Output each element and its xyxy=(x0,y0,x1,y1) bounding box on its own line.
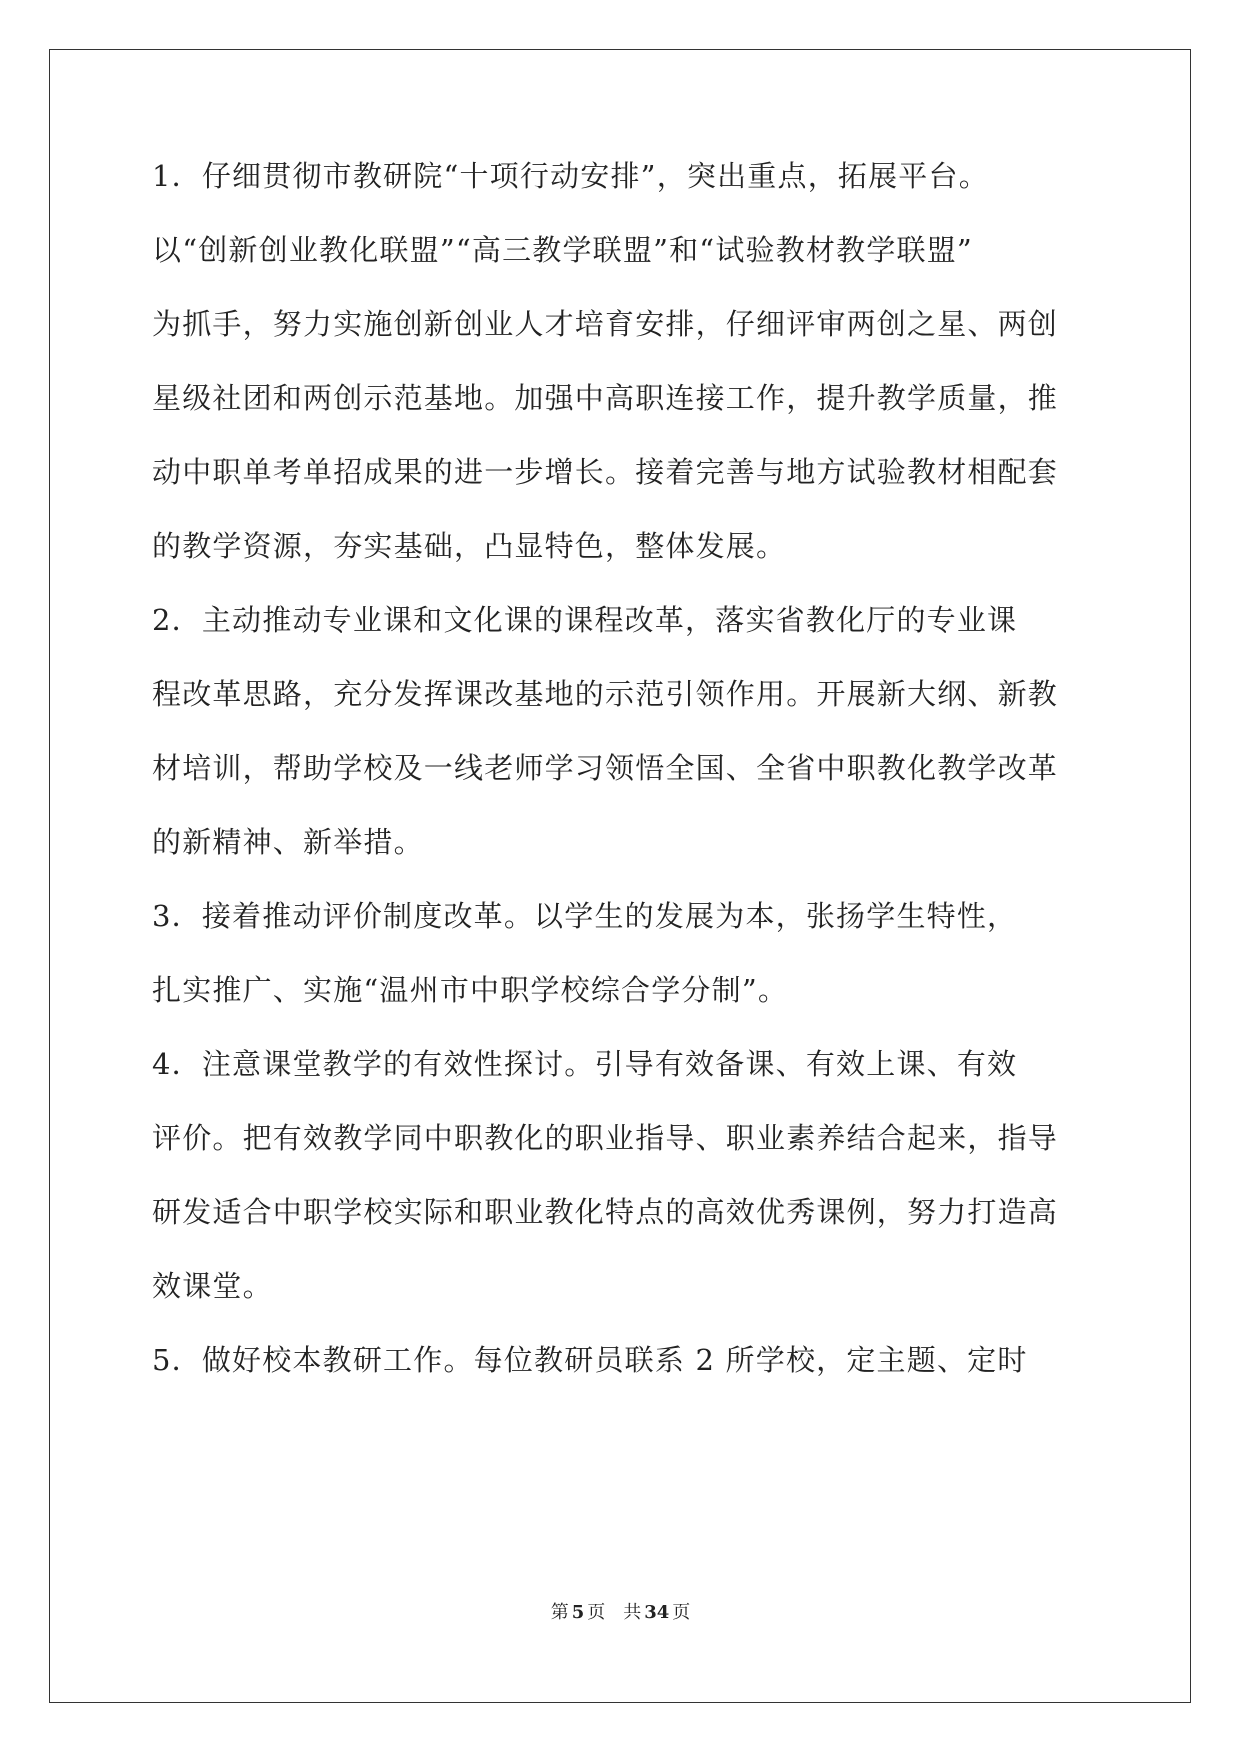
text-line: 研发适合中职学校实际和职业教化特点的高效优秀课例，努力打造高 xyxy=(152,1195,1059,1229)
text-line: 2．主动推动专业课和文化课的课程改革，落实省教化厅的专业课 xyxy=(152,603,1018,637)
text-line: 星级社团和两创示范基地。加强中高职连接工作，提升教学质量，推 xyxy=(152,381,1059,415)
text-line: 1．仔细贯彻市教研院“十项行动安排”，突出重点，拓展平台。 xyxy=(152,159,989,193)
page-footer xyxy=(0,1601,1241,1625)
text-line: 5．做好校本教研工作。每位教研员联系 2 所学校，定主题、定时 xyxy=(152,1343,1028,1377)
text-line: 材培训，帮助学校及一线老师学习领悟全国、全省中职教化教学改革 xyxy=(152,751,1059,785)
page-border xyxy=(49,49,1191,1703)
footer-prefix: 第 xyxy=(550,1602,569,1623)
text-line: 3．接着推动评价制度改革。以学生的发展为本，张扬学生特性， xyxy=(152,899,1018,933)
footer-total-unit: 页 xyxy=(672,1602,691,1623)
text-line: 效课堂。 xyxy=(152,1269,273,1303)
text-line: 的教学资源，夯实基础，凸显特色，整体发展。 xyxy=(152,529,787,563)
text-line: 评价。把有效教学同中职教化的职业指导、职业素养结合起来，指导 xyxy=(152,1121,1059,1155)
text-line: 的新精神、新举措。 xyxy=(152,825,424,859)
text-line: 以“创新创业教化联盟”“高三教学联盟”和“试验教材教学联盟” xyxy=(152,233,973,267)
current-page-number: 5 xyxy=(571,1602,585,1623)
text-line: 动中职单考单招成果的进一步增长。接着完善与地方试验教材相配套 xyxy=(152,455,1059,489)
total-page-count: 34 xyxy=(644,1602,670,1623)
text-line: 程改革思路，充分发挥课改基地的示范引领作用。开展新大纲、新教 xyxy=(152,677,1059,711)
text-line: 4．注意课堂教学的有效性探讨。引导有效备课、有效上课、有效 xyxy=(152,1047,1018,1081)
text-line: 扎实推广、实施“温州市中职学校综合学分制”。 xyxy=(152,973,789,1007)
text-line: 为抓手，努力实施创新创业人才培育安排，仔细评审两创之星、两创 xyxy=(152,307,1059,341)
footer-total-prefix: 共 xyxy=(623,1602,642,1623)
footer-page-unit: 页 xyxy=(587,1602,606,1623)
